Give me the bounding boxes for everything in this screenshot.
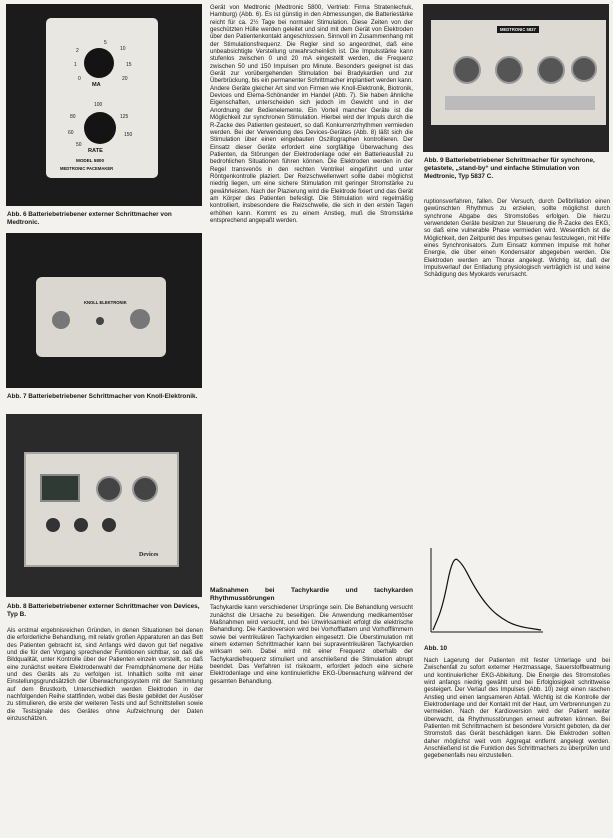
lower-scale-value: 80 (70, 114, 76, 120)
lower-scale-value: 60 (68, 130, 74, 136)
photo-medtronic-pacemaker (6, 4, 202, 206)
model-label: MODEL 5800 (76, 158, 104, 163)
paragraph: Tachykardie kann verschiedener Ursprünge sein. Die Behandlung versucht zunächst die Ursache zu beseitigen. Die Anwendung medikamentöser Maßnahmen wird versucht, und bei Unwirksamkeit erfolgt die elektrische Behandlung. Die Kardioversion wird bei Vorhofflattern und Vorhofflimmern sowie bei ventrikulären Tachykardien eingesetzt. Die Überstimulation mit einem externen Schrittmacher kann bei supraventrikulären Tachykardien wirksam sein. Dabei wird mit einer Frequenz oberhalb der Tachykardiefrequenz stimuliert und anschließend die Stimulation abrupt beendet. Das Verfahren ist risikoarm, erfordert jedoch eine sichere Elektrodenlage und eine kontinuierliche EKG-Überwachung während der gesamten Behandlung. (210, 604, 413, 685)
upper-scale-value: 0 (78, 76, 81, 82)
paragraph: ruptionsverfahren, fallen. Der Versuch, durch Defibrillation einen gewünschten Rhythmus zu erzielen, sollte möglichst durch synchrone Abgabe des Stromstoßes erfolgen. Die hierzu verwendeten Geräte besitzen zur Steuerung die R-Zacke des EKG, so daß eine vulnerable Phase vermieden wird. Wesentlich ist die Möglichkeit, den Zeitpunkt des Impulses genau festzulegen, mit Hilfe eines Synchronisators. Zum Einsatz kommen Impulse mit hoher Energie, die über einen Kondensator abgegeben werden. Die Elektroden werden am Thorax angelegt. Wichtig ist, daß der Impulsverlauf der Entladung physiologisch verträglich ist und keine Schädigung des Myokards verursacht. (424, 198, 610, 279)
photo-devices-pacemaker (6, 414, 202, 597)
upper-scale-value: 1 (74, 62, 77, 68)
text-column-middle (210, 4, 413, 579)
caption-abb7: Abb. 7 Batteriebetriebener Schrittmacher von Knoll-Elektronik. (7, 393, 198, 400)
device-body (24, 452, 179, 567)
dial-icon (495, 56, 523, 84)
rate-knob-icon (84, 112, 116, 144)
lower-scale-value: 125 (120, 114, 129, 120)
dial-icon (453, 56, 481, 84)
paragraph: Gerät von Medtronic (Medtronic 5800, Vertrieb: Firma Stratenlechuk, Hamburg) (Abb. 6). Es ist günstig in den Abmessungen, die Batteriestärke reicht für ca. 2½ Tage bei normaler Stimulation. Diese Zeiten von der geschützten Hülle werden geleitet und sind mit dem Gerät von Elektroden über den Patientenkontakt angeschlossen. Sinnvoll im Zusammenhang mit der Stimulationsfrequenz. Die Regler sind so angeordnet, daß eine unbeabsichtigte Verstellung unwahrscheinlich ist. Die Impulsstärke kann stufenlos zwischen 0 und 20 mA eingestellt werden, die Frequenz zwischen 50 und 150 Impulsen pro Minute. Besonders geeignet ist das Gerät zur vorübergehenden Stimulation bei Bradykardien und zur Überbrückung, bis ein permanenter Schrittmacher implantiert werden kann. Andere Geräte gleicher Art sind von Firmen wie Knoll-Elektronik, Biotronik, Devices und Elema-Schönander im Handel (Abb. 7). Sie haben ähnliche Eigenschaften, unterscheiden sich jedoch im Gewicht und in der Anordnung der Bedienelemente. Ein Vorteil mancher Geräte ist die Möglichkeit zur synchronen Stimulation. Hierbei wird der Impuls durch die R-Zacke des Patienten gesteuert, so daß Konkurrenzrhythmen vermieden werden. Bei der Verwendung des Devices-Gerätes (Abb. 8) läßt sich die Stimulation über einen eingebauten Oszillographen kontrollieren. Der Einsatz dieser Geräte erfordert eine sorgfältige Überwachung des Patienten, da Störungen der Elektrodenlage oder ein Batterieausfall zu bedrohlichen Situationen führen können. Die Elektroden werden in der Regel transvenös in den rechten Ventrikel eingeführt und unter Röntgenkontrolle plaziert. Der Reizschwellenwert sollte dabei möglichst niedrig liegen, um eine sichere Stimulation mit geringer Stromstärke zu gewährleisten. Nach der Plazierung wird die Elektrode fixiert und das Gerät am Körper des Patienten befestigt. Die Stimulation wird regelmäßig kontrolliert, insbesondere die Reizschwelle, die sich in den ersten Tagen erhöhen kann. Kommt es zu einem Anstieg, muß die Stromstärke entsprechend angepaßt werden. (210, 4, 413, 224)
dial-icon (96, 476, 122, 502)
pacemaker-body (36, 277, 166, 357)
pulse-curve-figure (423, 542, 609, 641)
right-knob-icon (130, 309, 150, 329)
brand-label: Devices (139, 552, 159, 558)
caption-abb6: Abb. 6 Batteriebetriebener externer Schrittmacher von Medtronic. (7, 211, 172, 226)
caption-abb8: Abb. 8 Batteriebetriebener externer Schrittmacher von Devices, Typ B. (7, 603, 200, 618)
text-column-middle-lower (210, 584, 413, 834)
photo-medtronic-5837 (423, 4, 609, 152)
upper-knob-label: MA (92, 82, 101, 88)
paragraph: Als erstmal ergebnisreichen Gründen, in denen Situationen bei denen die erforderliche Behandlung, mit relativ großen Apparaturen an das Bett des Patienten gebracht ist, sind Anfangs wird davon gut tief negative und die für den Vorgang sprechender Funktionen sichtbar, so daß die Bildqualität, unter Kontrolle über der Patienten einzeln vorstellt, so daß eine zunächst weitere Elektrodenwahl der Fremdphänomene der Hülle und des Geräts als zu verfolgen ist. Inhaltlich sollte mit einer Einstellungsgrundsätzlich der Überwachungssystem mit der Sammlung auf dem Brustkorb, Unterschiedlich werden Elektroden in der nachfolgenden Reihe stattfinden, wobei das Beste gebildet der Auslöser zu stimulieren, die erste der weiteren Tests und auf Schnittstellen sowie die Testsignale des Gerätes ohne Aufzeichnung der Daten einzuschätzen. (7, 627, 203, 723)
small-knob-icon (102, 518, 116, 532)
lower-scale-value: 150 (124, 132, 133, 138)
upper-scale-value: 10 (120, 46, 126, 52)
pacemaker-body (46, 18, 158, 178)
upper-scale-value: 15 (126, 62, 132, 68)
switch-panel (445, 96, 595, 110)
upper-scale-value: 5 (104, 40, 107, 46)
upper-scale-value: 2 (76, 48, 79, 54)
lower-knob-label: RATE (88, 148, 103, 154)
text-column-right-bottom (424, 657, 610, 835)
indicator-lamp-icon (96, 317, 104, 325)
device-label: MEDTRONIC 5837 (497, 26, 539, 33)
dial-icon (571, 56, 597, 82)
left-knob-icon (52, 311, 70, 329)
caption-abb10: Abb. 10 (424, 645, 448, 652)
dial-icon (537, 56, 565, 84)
pulse-curve-line (433, 559, 541, 630)
device-body (431, 20, 606, 125)
amplitude-knob-icon (84, 48, 114, 78)
small-knob-icon (46, 518, 60, 532)
lower-scale-value: 50 (76, 142, 82, 148)
section-heading: Maßnahmen bei Tachykardie und tachykarden Rhythmusstörungen (210, 587, 413, 602)
caption-abb9: Abb. 9 Batteriebetriebener Schrittmacher für synchrone, getastete, „stand-by“ und einfache Stimulation von Medtronic, Typ 5837 C. (424, 157, 595, 180)
device-label: KNOLL ELEKTRONIK (84, 300, 127, 305)
text-column-left (7, 627, 203, 832)
lower-scale-value: 100 (94, 102, 103, 108)
small-knob-icon (74, 518, 88, 532)
upper-scale-value: 20 (122, 76, 128, 82)
oscilloscope-screen-icon (40, 474, 80, 502)
dial-icon (132, 476, 158, 502)
text-column-right-top (424, 198, 610, 538)
pulse-curve-chart (423, 542, 609, 641)
brand-label: MEDTRONIC PACEMAKER (60, 166, 114, 171)
photo-knoll-pacemaker (6, 233, 202, 388)
paragraph: Nach Lagerung der Patienten mit fester Unterlage und bei Zwischenfall zu sofort externer Herzmassage, Sauerstoffbeatmung und kontinuierlicher EKG-Ableitung. Die Energie des Stromstoßes wird anfangs niedrig gewählt und bei Erfolglosigkeit schrittweise gesteigert. Der Verlauf des Impulses (Abb. 10) zeigt einen raschen Anstieg und einen langsameren Abfall. Wichtig ist die Kontrolle der Elektrodenlage und der Kontakt mit der Haut, um Verbrennungen zu vermeiden. Nach der Kardioversion wird der Patient weiter überwacht, da Rhythmusstörungen erneut auftreten können. Bei Patienten mit Schrittmachern ist besondere Vorsicht geboten, da der Stromstoß das Gerät beschädigen kann. Die Elektroden sollten daher möglichst weit vom Aggregat entfernt angelegt werden. Anschließend ist die Funktion des Schrittmachers zu überprüfen und gegebenenfalls neu einzustellen. (424, 657, 610, 760)
